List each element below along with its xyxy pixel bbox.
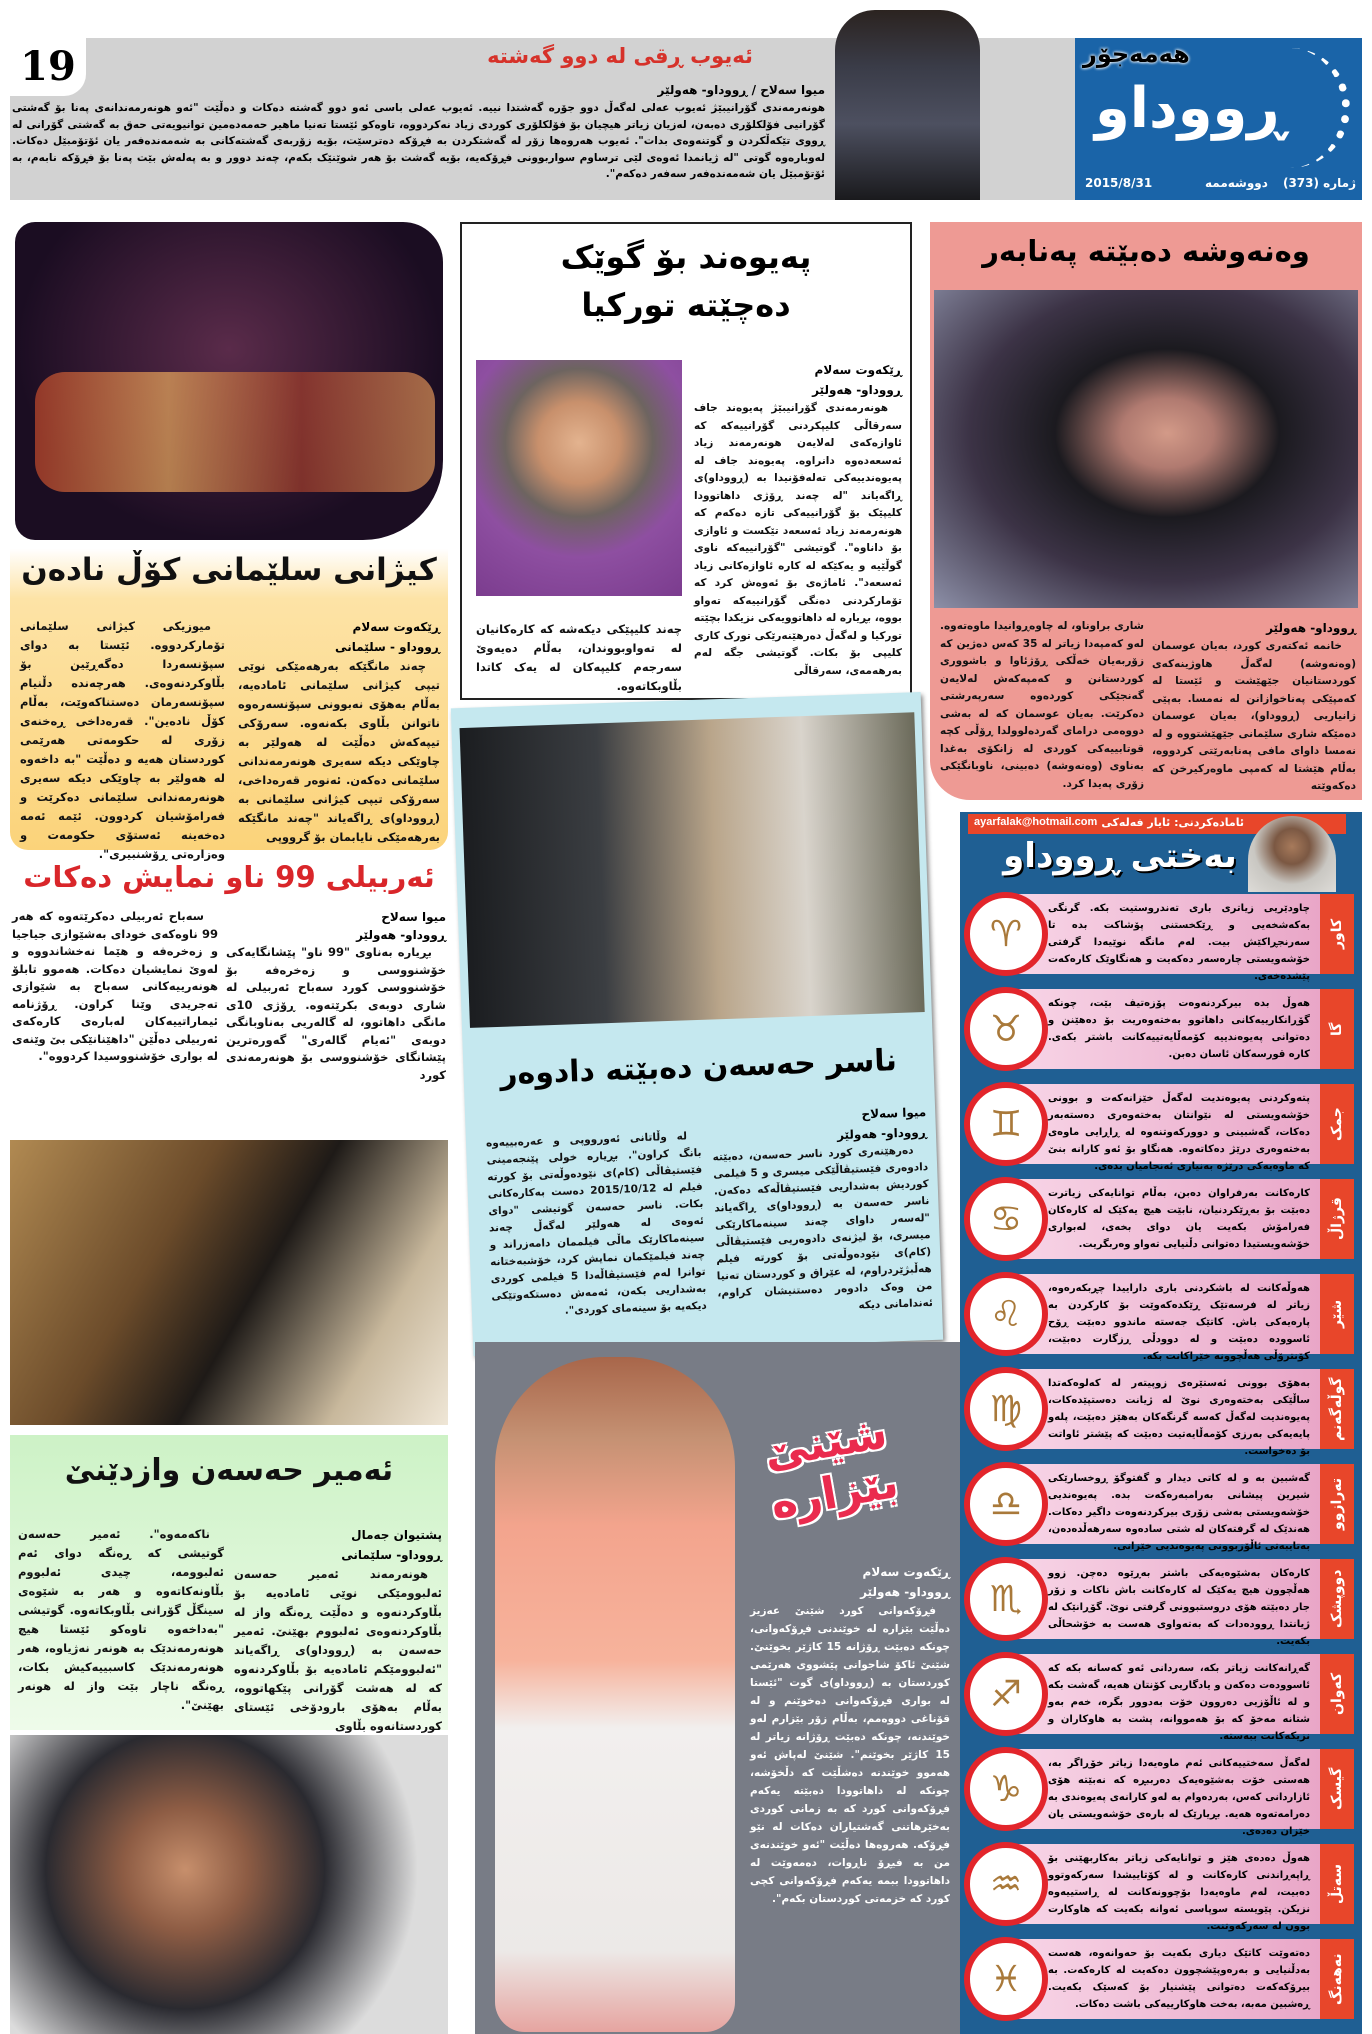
crab-icon: ♋ [964,1177,1048,1261]
sign-name: کەوان [1320,1654,1354,1734]
page-number: 19 [10,38,86,96]
payiwand-text-2: چەند کلیپێکی دیکەشە کە کارەکانیان لە تەواوبووندان، بەڵام دەیەوێ سەرجەم کلیپەکان لە یەک کاتدا بڵاوبکاتەوە. [476,622,682,693]
naser-title: ناسر حەسەن دەبێتە دادوەر [499,1043,898,1092]
payiwand-article [460,222,912,700]
wenosha-title: وەنەوشە دەبێتە پەنابەر [982,234,1310,268]
issue-date: 2015/8/31 [1085,176,1153,190]
horoscope-text: کارەکان بەشێوەیەکی باشتر بەڕێوە دەچن. زوو هەڵچوون هیچ یەکێک لە کارەکانت باش ناکات و زۆر جار دەبێتە هۆی دروستبوونی گرفتی نوێ. گۆڕانێک لە ژیانتدا ڕوودەدات کە بەتەواوی هەست بە خۆشحاڵی بکەیت. [1000,1559,1320,1639]
naser-byline-place: ڕووداو- هەولێر [836,1125,928,1143]
top-story-byline: میوا سەلاح / ڕووداو- هەولێر [657,83,825,97]
horoscope-text: هەوڵەکانت لە باشکردنی باری داراییدا چڕبکەرەوە، زیاتر لە فرسەتێک ڕێکدەکەوێت بۆ کارکردن بە پارەیەکی باش. کاتێک جەستە ماندوو دەبێت ڕۆح ئاسوودە دەبێت و لە دوودڵی ڕزگارت دەبێت، کۆنترۆڵی هەڵچوونە خێراکانت بکە. [1000,1274,1320,1354]
amir-byline-place: ڕووداو- سلێمانی [341,1548,442,1562]
horoscope-item [960,1842,1362,1932]
amir-photo [10,1735,448,2034]
horoscope-item [960,1557,1362,1647]
ram-icon: ♈ [964,892,1048,976]
payiwand-photo [476,360,682,596]
wenosha-byline: ڕووداو- هەولێر [1266,621,1356,635]
amir-text-2: ناکەمەوە". ئەمیر حەسەن گوتیشی کە ڕەنگە دوای ئەم ئەلبوومە، چیدی ئەلبووم بڵاونەکاتەوە و هەر بە شێوەی سینگڵ گۆرانی بڵاوبکاتەوە. گوتیشی "بەداخەوە تاوەکو ئێستا هیچ هونەرمەندێک بە هونەر نەژیاوە، هەر هونەرمەندێک کاسبییەکیش بکات، ڕەنگە ناچار بێت واز لە هونەر بهێنێ". [18,1527,224,1712]
amir-title: ئەمیر حەسەن وازدێنێ [64,1453,394,1488]
scales-icon: ♎ [964,1462,1048,1546]
issue-number: ژمارە (373) [1282,176,1356,190]
sign-name: قرژاڵ [1320,1179,1354,1259]
sunburst-icon [1280,48,1350,168]
amir-text-1: هونەرمەند ئەمیر حەسەن ئەلبوومێکی نوێی ئامادەیە بۆ بڵاوکردنەوە و دەڵێت ڕەنگە واز لە بڵاوکردنەوەی ئەلبووم بهێنێ. ئەمیر حەسەن بە (ڕووداو)ی ڕاگەیاند "ئەلبوومێکم ئامادەیە بۆ بڵاوکردنەوە کە لە هەشت گۆرانی پێکهاتووە، بەڵام بەهۆی بارودۆخی ئێستای کوردستانەوە بڵاوی [234,1567,442,1733]
horoscope-item [960,987,1362,1071]
horoscope-item [960,1462,1362,1552]
masthead [1075,38,1362,200]
sign-name: گیسک [1320,1749,1354,1829]
payiwand-text: هونەرمەندی گۆرانیبێژ پەیوەند جاف سەرقاڵی کلیپکردنی گۆرانییەکە کە ئاوازەکەی لەلایەن هونەرمەند زیاد ئەسعەدەوە دانراوە. پەیوەند جاف لە پەیوەندییەکی تەلەفۆنیدا بە (ڕووداو)ی ڕاگەیاند "لە چەند ڕۆژی داهاتوودا کلیپێک بۆ گۆرانییەکی تازە دەکەم کە هونەرمەند زیاد ئەسعەد تێکست و ئاوازی بۆ داناوە". گوتیشی "گۆرانییەکە ناوی گوڵێیە و یەکێکە لە کارە ئاوازەکانی زیاد ئەسعەد". ئاماژەی بۆ ئەوەش کرد کە تۆمارکردنی دەنگی گۆرانییەکە تەواو بووە، بڕیارە لە داهاتوویەکی نزیکدا بچێتە تورکیا و لەگەڵ دەرهێنەرێکی تورک کاری کلیپی بۆ بکات. گوتیشی جگە لەم بەرهەمەی، سەرقاڵی [694,402,902,677]
horoscope-text: گەشبین بە و لە کاتی دیدار و گفتوگۆ ڕوخسارێکی شیرین پیشانی بەرامبەرەکەت بدە. پەیوەندیی خۆشەویستی بەشی زۆری بیرکردنەوەت داگیر دەکات. هەندێک لە گرفتەکان لە شتی سادەوە سەرهەڵدەدەن، بەتایبەتی ئاڵۆزبوونی پەیوەندیی خێزانی. [1000,1464,1320,1544]
rudaw-logo: ڕووداو [1095,76,1286,141]
amir-article [10,1435,448,1733]
twins-icon: ♊ [964,1082,1048,1166]
payiwand-title-line1: پەیوەند بۆ گوێک [560,238,812,276]
horoscope-item [960,1272,1362,1362]
goat-icon: ♑ [964,1747,1048,1831]
issue-day: دووشەممە [1205,176,1268,190]
shini-byline-author: ڕێکەوت سەلام [862,1565,950,1579]
kezhani-byline-author: ڕێکەوت سەلام [352,620,440,634]
water-bearer-icon: ♒ [964,1842,1048,1926]
payiwand-byline-author: ڕێکەوت سەلام [814,363,902,377]
scorpion-icon: ♏ [964,1557,1048,1641]
kezhani-band-photo [15,222,443,540]
wenosha-article [930,222,1362,800]
names99-byline-place: ڕووداو- هەولێر [356,928,446,942]
names99-col-right [226,908,446,1084]
section-label: هەمەجۆر [1083,40,1190,68]
kezhani-text-1: چەند مانگێکە بەرهەمێکی نوێی تیپی کیژانی سلێمانی ئامادەیە، بەڵام بەهۆی نەبوونی سپۆنسەرەوە ناتوانن بڵاوی بکەنەوە. سەرۆکی تیپەکەش دەڵێت لە هەولێر بە چاوێکی دیکە سەیری هونەرمەندانی سلێمانی دەکەن. ئەنوەر قەرەداخی، سەرۆکی تیپی کیژانی سلێمانی بە (ڕووداو)ی ڕاگەیاند "چەند مانگێکە بەرهەمێکی نایابمان بۆ گرووپی [238,659,440,844]
top-story-text: هونەرمەندی گۆرانیبێژ ئەیوب عەلی لەگەڵ دوو جۆرە گەشتدا نییە. ئەیوب عەلی باسی ئەو دوو گەشتە دەکات و دەڵێت "ئەو هونەرمەندانەی پەنا بۆ گەشتی گۆرانیی فۆلکلۆری دەبەن، لەزیان زیاتر هیچیان بۆ فۆلکلۆری کوردی زیاد نەکردووە، تاوەکو ئێستا تەنیا ماهیر حەمەدەمین توانیویەتی حەق بە گەشتی گۆرانی لە ڕووی تێکەڵکردن و گوتنەوەی بدات". ئەیوب هەروەها زۆر لە گەشتکردن بە فڕۆکە دەترسێت، بۆیە زۆربەی گەشتەکانی بە شەمەندەفەر یان ئۆتۆمبێل دەکات. لەوبارەوە گوتی "لە ژیانمدا ئەوەی لێی ترساوم سواربوونی فڕۆکەیە، بۆیە گەشت بۆ هەر شوێنێک بکەم، چەند دوور و بە پەلەش بێت پەنا بۆ فڕۆکە نابەم، بە ئۆتۆمبێل یان شەمەندەفەر سەفەر دەکەم". [12,102,825,180]
horoscope-text: چاودێریی زیاتری باری تەندروستیت بکە. گرنگی بەکەشخەیی و ڕێکخستنی پۆشاکت بدە تا سەرنجڕاکێش بیت. لەم مانگە نوێیەدا گرفتی خۆشەویستی چارەسەر دەکەیت و هەنگاوێک کارەکەت پێشدەخەی. [1000,894,1320,974]
names99-byline-author: میوا سەلاح [381,910,446,924]
horoscope-email: ayarfalak@hotmail.com [974,816,1098,828]
horoscope-text: لەگەڵ سەختییەکانی ئەم ماوەیەدا زیاتر خۆڕاگر بە، هەستی خۆت بەشێوەیەک دەرببڕە کە نەبێتە هۆی ئازاردانی کەس، بەردەوام بە لەو کارانەی پەیوەندی بە دەرامەتەوە هەیە. بڕیارێک لە بارەی خۆشەویستی یان خێزان دەدەی. [1000,1749,1320,1829]
horoscope-section [960,812,1362,2034]
sign-name: گوڵەگەنم [1320,1369,1354,1449]
naser-col-right [711,1102,933,1319]
horoscope-item [960,1747,1362,1837]
sign-name: گا [1320,989,1354,1069]
horoscope-item [960,892,1362,982]
names99-text-2: سەباح ئەربیلی دەکرێتەوە کە هەر 99 ناوەکەی خودای بەشێوازی جیاجیا و زەخرەفە و هێما نەخشاندووە و لەوێ نمایشیان دەکات. هەموو تابلۆ هونەرییەکانی سەباح بە شێوازی تەجریدی وێنا کراون. ڕۆژنامە ئیماراتییەکان لەبارەی کارەکەی ئەربیلی دەڵێن "داهێنانێکی بێ وێنەی لە بواری خۆشنووسیدا کردووە". [12,909,218,1063]
payiwand-title-line2: دەچێتە تورکیا [581,286,791,324]
wenosha-text-1: خانمە ئەکتەری کورد، بەیان عوسمان (وەنەوشە) لەگەڵ هاوژینەکەی کوردستانیان جێهێشت و ئێستا لە کەمپێکی پەناخوازانن لە نەمسا. بەپێی زانیاریی (ڕووداو)، بەیان عوسمان دەمێکە شاری سلێمانی جێهێشتووە و لە نەمسا داوای مافی پەنابەرێتی کردووە، بەڵام هێشتا لە کەمپی ماوەرکیرخن کە دەکەوێتە [1152,640,1356,792]
horoscope-text: هەوڵ بدە بیرکردنەوەت پۆزەتیف بێت، چونکە گۆڕانکارییەکانی داهاتوو بەختەوەریت بۆ دەهێنن و دەتوانی پەیوەندییە کۆمەڵایەتییەکانت باشتر بکەی. کارە قورسەکان ئاسان دەبن. [1000,989,1320,1069]
shini-text: فڕۆکەوانی کورد شێنێ عەزیز دەڵێت بێزارە لە خوێندنی فڕۆکەوانی، چونکە دەبێت ڕۆژانە 15 کاژێر بخوێنێ. شێنێ ئاکۆ شاجوانی پێشووی هەرێمی کوردستان بە (ڕووداو)ی گوت "ئێستا لە بواری فڕۆکەوانی دەخوێنم و لە قۆناغی دووەمم، بەڵام زۆر بێزارم لەو خوێندنە، چونکە دەبێت ڕۆژانە زیاتر لە 15 کاژێر بخوێنم". شێنێ لەپاش ئەو هەموو خوێندنە دەشڵێت کە دڵخۆشە، چونکە لە داهاتوودا دەبێتە یەکەم فڕۆکەوانی کورد کە بە زمانی کوردی بەخێرهاتنی گەشتیاران دەکات لە نێو فڕۆکە. هەروەها دەڵێت "ئەو خوێندنەی من بە فیڕۆ ناڕوات، دەمەوێت لە داهاتوودا ببمە یەکەم فڕۆکەوانی کچی کورد کە خزمەتی کوردستان بکەم". [750,1605,950,1905]
horoscope-text: دەتەوێت کاتێک دیاری بکەیت بۆ حەوانەوە، هەست بەدڵنیایی و بەرەوپێشچوون دەکەیت لە کارەکەت. بە بیرۆکەکەت دەتوانی پێشنیار بۆ کەسێک بکەیت. ڕەشبین مەبە، بەخت هاوکارییەکی باشت دەکات. [1000,1939,1320,2019]
shini-col [750,1562,950,1908]
horoscope-text: کارەکانت بەرفراوان دەبن، بەڵام توانایەکی زیاترت دەبێت بۆ بەڕێکردنیان، نابێت هیچ یەکێک لە کارەکان فەرامۆش بکەیت یان دوای بخەی، لەبواری خۆشەویستیدا دەتوانی دڵنیایی تەواو وەربگریت. [1000,1179,1320,1259]
shini-title: شێنێ بێزارە [760,1407,903,1530]
sign-name: تەرازوو [1320,1464,1354,1544]
horoscope-title: بەختی ڕووداو [1003,836,1237,876]
sign-name: دووپشک [1320,1559,1354,1639]
horoscope-text: پتەوکردنی پەیوەندیت لەگەڵ خێزانەکەت و بوونی خۆشەویستی لە نێوانتان بەختەوەری دەستەبەر دەکات، گەشبینی و دوورکەوتنەوە لە ڕاڕایی ماوەی بەختەوەری درێژ دەکاتەوە. هەنگاو بۆ ئەو کارانە بنێ کە ماوەیەکی درێژە بەنیازی ئەنجامیان بدەی. [1000,1084,1320,1164]
wenosha-photo [934,290,1358,608]
names99-text-1: بڕیارە بەناوی "99 ناو" پێشانگایەکی خۆشنووسی و زەخرەفە بۆ خۆشنووسی کورد سەباح ئەربیلی لە شاری دوبەی بکرێتەوە. ڕۆژی 10ی مانگی داهاتوو، لە گالەریی بەناوبانگی دوبەی "ئەیام گالەری" گەورەترین پێشانگای خۆشنووسی بۆ هونەرمەندی کورد [226,945,446,1082]
wenosha-text-2: شاری براوناو، لە چاوەڕوانیدا ماوەتەوە. لەو کەمپەدا زیاتر لە 35 کەس دەژین کە زۆربەیان خەڵکی ڕۆژئاوا و باشووری کوردستانن و کەمپەکەش لەلایەن گەنجێکی کوردەوە سەرپەرشتی دەکرێت. بەیان عوسمان کە لە بەشی دووەمی درامای گەردەلوولدا ڕۆڵی کچە قوتابییەکی کوردی لە زانکۆی بەغدا بەناوی (وەنەوشە) دەبینی، ناوبانگێکی زۆری پەیدا کرد. [940,620,1144,790]
wenosha-col-right [1152,618,1356,796]
horoscope-item [960,1082,1362,1172]
names99-title: ئەربیلی 99 ناو نمایش دەکات [23,860,435,894]
virgo-icon: ♍ [964,1367,1048,1451]
sign-name: شێر [1320,1274,1354,1354]
sign-name: کاور [1320,894,1354,974]
naser-text-1: دەرهێنەری کورد ناسر حەسەن، دەبێتە دادوەری فێستیڤاڵێکی میسری و 5 فیلمی کوردیش بەشداریی فێستیڤاڵەکە دەکەن. ناسر حەسەن بە (ڕووداو)ی ڕاگەیاند "لەسەر داوای چەند سینەماکارێکی میسری، بۆ لیژنەی دادوەریی فێستیڤاڵی (کام)ی نێودەوڵەتی بۆ کورتە فیلم هەڵبژێردراوم، لە عێراق و کوردستان تەنیا من وەک دادوەر دەستنیشان کراوم، ئەندامانی دیکە [712,1144,934,1312]
sign-name: سەتڵ [1320,1844,1354,1924]
kezhani-article [10,222,448,861]
horoscope-item [960,1937,1362,2021]
sign-name: جمک [1320,1084,1354,1164]
horoscope-item [960,1367,1362,1457]
shini-article [475,1342,961,2034]
sign-name: نەهەنگ [1320,1939,1354,2019]
horoscope-text: هەوڵ دەدەی هێز و توانایەکی زیاتر بەکاربهێنی بۆ ڕاپەڕاندنی کارەکانت و لە کۆتاییشدا سەرکەوتوو دەبیت، لەم ماوەیەدا بۆچوونەکانت لە ڕاستییەوە نزیکن. پێویستە سوپاسی ئەوانە بکەیت کە هاوکارت بوون لە سەرکەوتنت. [1000,1844,1320,1924]
fish-icon: ♓ [964,1937,1048,2021]
naser-byline-author: میوا سەلاح [861,1105,927,1122]
kezhani-title: کیژانی سلێمانی کۆڵ نادەن [21,552,437,588]
payiwand-col [694,360,902,680]
kezhani-text-2: میوزیکی کیژانی سلێمانی تۆمارکردووە. ئێستا بە دوای سپۆنسەردا دەگەڕێین بۆ بڵاوکردنەوەی. هەرچەندە دڵنیام سپۆنسەرمان دەستناکەوێت، بەڵام کۆڵ نادەین". قەرەداخی ڕەخنەی زۆری لە حکومەتی هەرێمی کوردستان هەیە و دەڵێت "بە داخەوە لە هەولێر بە چاوێکی دیکە سەیری هونەرمەندانی سلێمانی دەکرێت و فەرامۆشیان کردوون. ئێمە ئەمە دەخەینە ئەستۆی حکومەت و وەزارەتی ڕۆشنبیری". [20,619,225,861]
bull-icon: ♉ [964,987,1048,1071]
naser-text-2: لە وڵاتانی ئەورووپی و عەرەبییەوە بانگ کراون". بڕیارە خولی پێنجەمینی فێستیڤاڵی (کام)ی نێودەوڵەتی بۆ کورتە فیلم لە 2015/10/12 دەست بەکارەکانی بکات. ناسر حەسەن گوتیشی "دوای ئەوەی لە هەولێر لەگەڵ چەند سینەماکارێک ماڵی فیلممان دامەزراند و چەند فیلمێکمان نمایش کرد، خۆشبەختانە توانرا لەم فێستیڤاڵەدا 5 فیلمی کوردی بەشداریی بکەن، ئەمەش دەستکەوتێکی دیکەیە بۆ سینەمای کوردی". [485,1130,708,1317]
horoscope-text: گەڕانەکانت زیاتر بکە، سەردانی ئەو کەسانە بکە کە ئاسوودەت دەکەن و یادگاریی کۆنتان هەیە، گەشت بکە و لە ئاڵۆزیی دەروون خۆت بەدوور بگرە، خەم بەو شتانە مەخۆ کە بۆ هەمووانە، پشت بە هاوکاران و نزیکەکانت ببەستە. [1000,1654,1320,1734]
ayoub-photo [835,10,980,200]
payiwand-byline-place: ڕووداو- هەولێر [812,383,902,397]
top-story-title: ئەیوب ڕقی لە دوو گەشتە [487,44,753,68]
horoscope-item [960,1177,1362,1261]
kezhani-byline-place: ڕووداو - سلێمانی [335,640,440,654]
archer-icon: ♐ [964,1652,1048,1736]
horoscope-item [960,1652,1362,1742]
kezhani-col-right [238,617,440,847]
lion-icon: ♌ [964,1272,1048,1356]
naser-photo [460,712,925,1028]
horoscope-text: بەهۆی بوونی ئەستێرەی زوپیتەر لە کەلوەکەتدا ساڵێکی بەختەوەری نوێ لە ژیانت دەستپێدەکات، پەیوەندیت لەگەڵ کەسە گرنگەکان بەهێز دەبێت، پلەو پایەیەکی بەرزی کۆمەڵایەتیت دەبێت کە پێشتر ئاواتت بۆ دەخواست. [1000,1369,1320,1449]
amir-byline-author: پشتیوان جەمال [351,1528,442,1542]
shini-photo [495,1357,735,2032]
naser-article [451,692,943,1356]
calligrapher-photo [10,1140,448,1425]
horoscope-prepared-by: ئامادەکردنی: ئایار فەلەکی [1101,816,1244,829]
shini-byline-place: ڕووداو- هەولێر [860,1585,950,1599]
amir-col-right [234,1525,442,1736]
